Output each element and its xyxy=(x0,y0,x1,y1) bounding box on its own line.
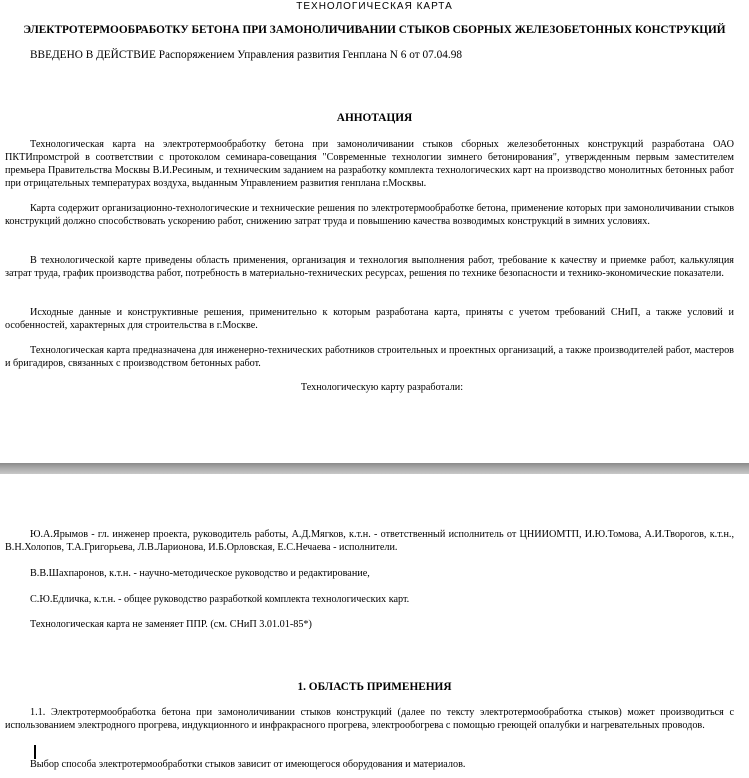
ppr-note: Технологическая карта не заменяет ППР. (см. СНиП 3.01.01-85*) xyxy=(30,619,312,630)
annotation-paragraph-3: В технологической карте приведены область применения, организация и технология выполнения работ, требование к качеству и приемке работ, калькуляция затрат труда, график производства работ, потребность в материально-технических ресурсах, решения по технике безопасности и технико-экономические показатели. xyxy=(5,255,734,279)
section-1-paragraph-1: 1.1. Электротермообработка бетона при замоноличивании стыков конструкций (далее по тексту электротермообработка стыков) может производиться с использованием электродного прогрева, индукционного и инфракрасного прогрева, электрообогрева с помощью греющей опалубки и нагревательных проводов. xyxy=(5,707,734,731)
text-cursor xyxy=(34,745,36,759)
section-1-heading: 1. ОБЛАСТЬ ПРИМЕНЕНИЯ xyxy=(297,681,452,693)
document-title: ЭЛЕКТРОТЕРМООБРАБОТКУ БЕТОНА ПРИ ЗАМОНОЛИЧИВАНИИ СТЫКОВ СБОРНЫХ ЖЕЛЕЗОБЕТОННЫХ КОНСТРУКЦИЙ xyxy=(23,24,726,36)
introduced-note: ВВЕДЕНО В ДЕЙСТВИЕ Распоряжением Управления развития Генплана N 6 от 07.04.98 xyxy=(30,49,463,61)
document-header: ТЕХНОЛОГИЧЕСКАЯ КАРТА xyxy=(296,1,453,12)
annotation-paragraph-4: Исходные данные и конструктивные решения, применительно к которым разработана карта, приняты с учетом требований СНиП, а также условий и особенностей, характерных для строительства в г.Москве. xyxy=(5,307,734,331)
annotation-paragraph-5: Технологическая карта предназначена для инженерно-технических работников строительных и проектных организаций, а также производителей работ, мастеров и бригадиров, связанных с производством бетонных работ. xyxy=(5,345,734,369)
document-page-2 xyxy=(0,474,749,778)
editor-line: В.В.Шахпаронов, к.т.н. - научно-методическое руководство и редактирование, xyxy=(30,568,370,579)
authors-paragraph: Ю.А.Ярымов - гл. инженер проекта, руководитель работы, А.Д.Мягков, к.т.н. - ответственный исполнитель от ЦНИИОМТП, И.Ю.Томова, А.И.Творогов, к.т.н., В.Н.Холопов, Т.А.Григорьева, Л.В.Ларионова, И.Б.Орловская, Е.С.Нечаева - исполнители. xyxy=(5,529,734,553)
page-separator xyxy=(0,463,749,474)
annotation-paragraph-1: Технологическая карта на электротермообработку бетона при замоноличивании стыков сборных железобетонных конструкций разработана ОАО ПКТИпромстрой в соответствии с протоколом семинара-совещания "Современные технологии зимнего бетонирования", утвержденным первым заместителем премьера Правительства Москвы В.И.Ресиным, и техническим заданием на разработку комплекта технологических карт на производство монолитных бетонных работ при отрицательных температурах воздуха, выданным Управлением развития генплана г.Москвы. xyxy=(5,139,734,189)
section-1-paragraph-2: Выбор способа электротермообработки стыков зависит от имеющегося оборудования и материалов. xyxy=(30,759,466,770)
supervisor-line: С.Ю.Едличка, к.т.н. - общее руководство разработкой комплекта технологических карт. xyxy=(30,594,410,605)
developed-by-line: Технологическую карту разработали: xyxy=(300,382,464,393)
annotation-paragraph-2: Карта содержит организационно-технологические и технические решения по электротермообработке бетона, применение которых при замоноличивании стыков конструкций должно способствовать ускорению работ, снижению затрат труда и повышению качества возводимых конструкций в зимних условиях. xyxy=(5,203,734,227)
annotation-heading: АННОТАЦИЯ xyxy=(336,112,413,124)
